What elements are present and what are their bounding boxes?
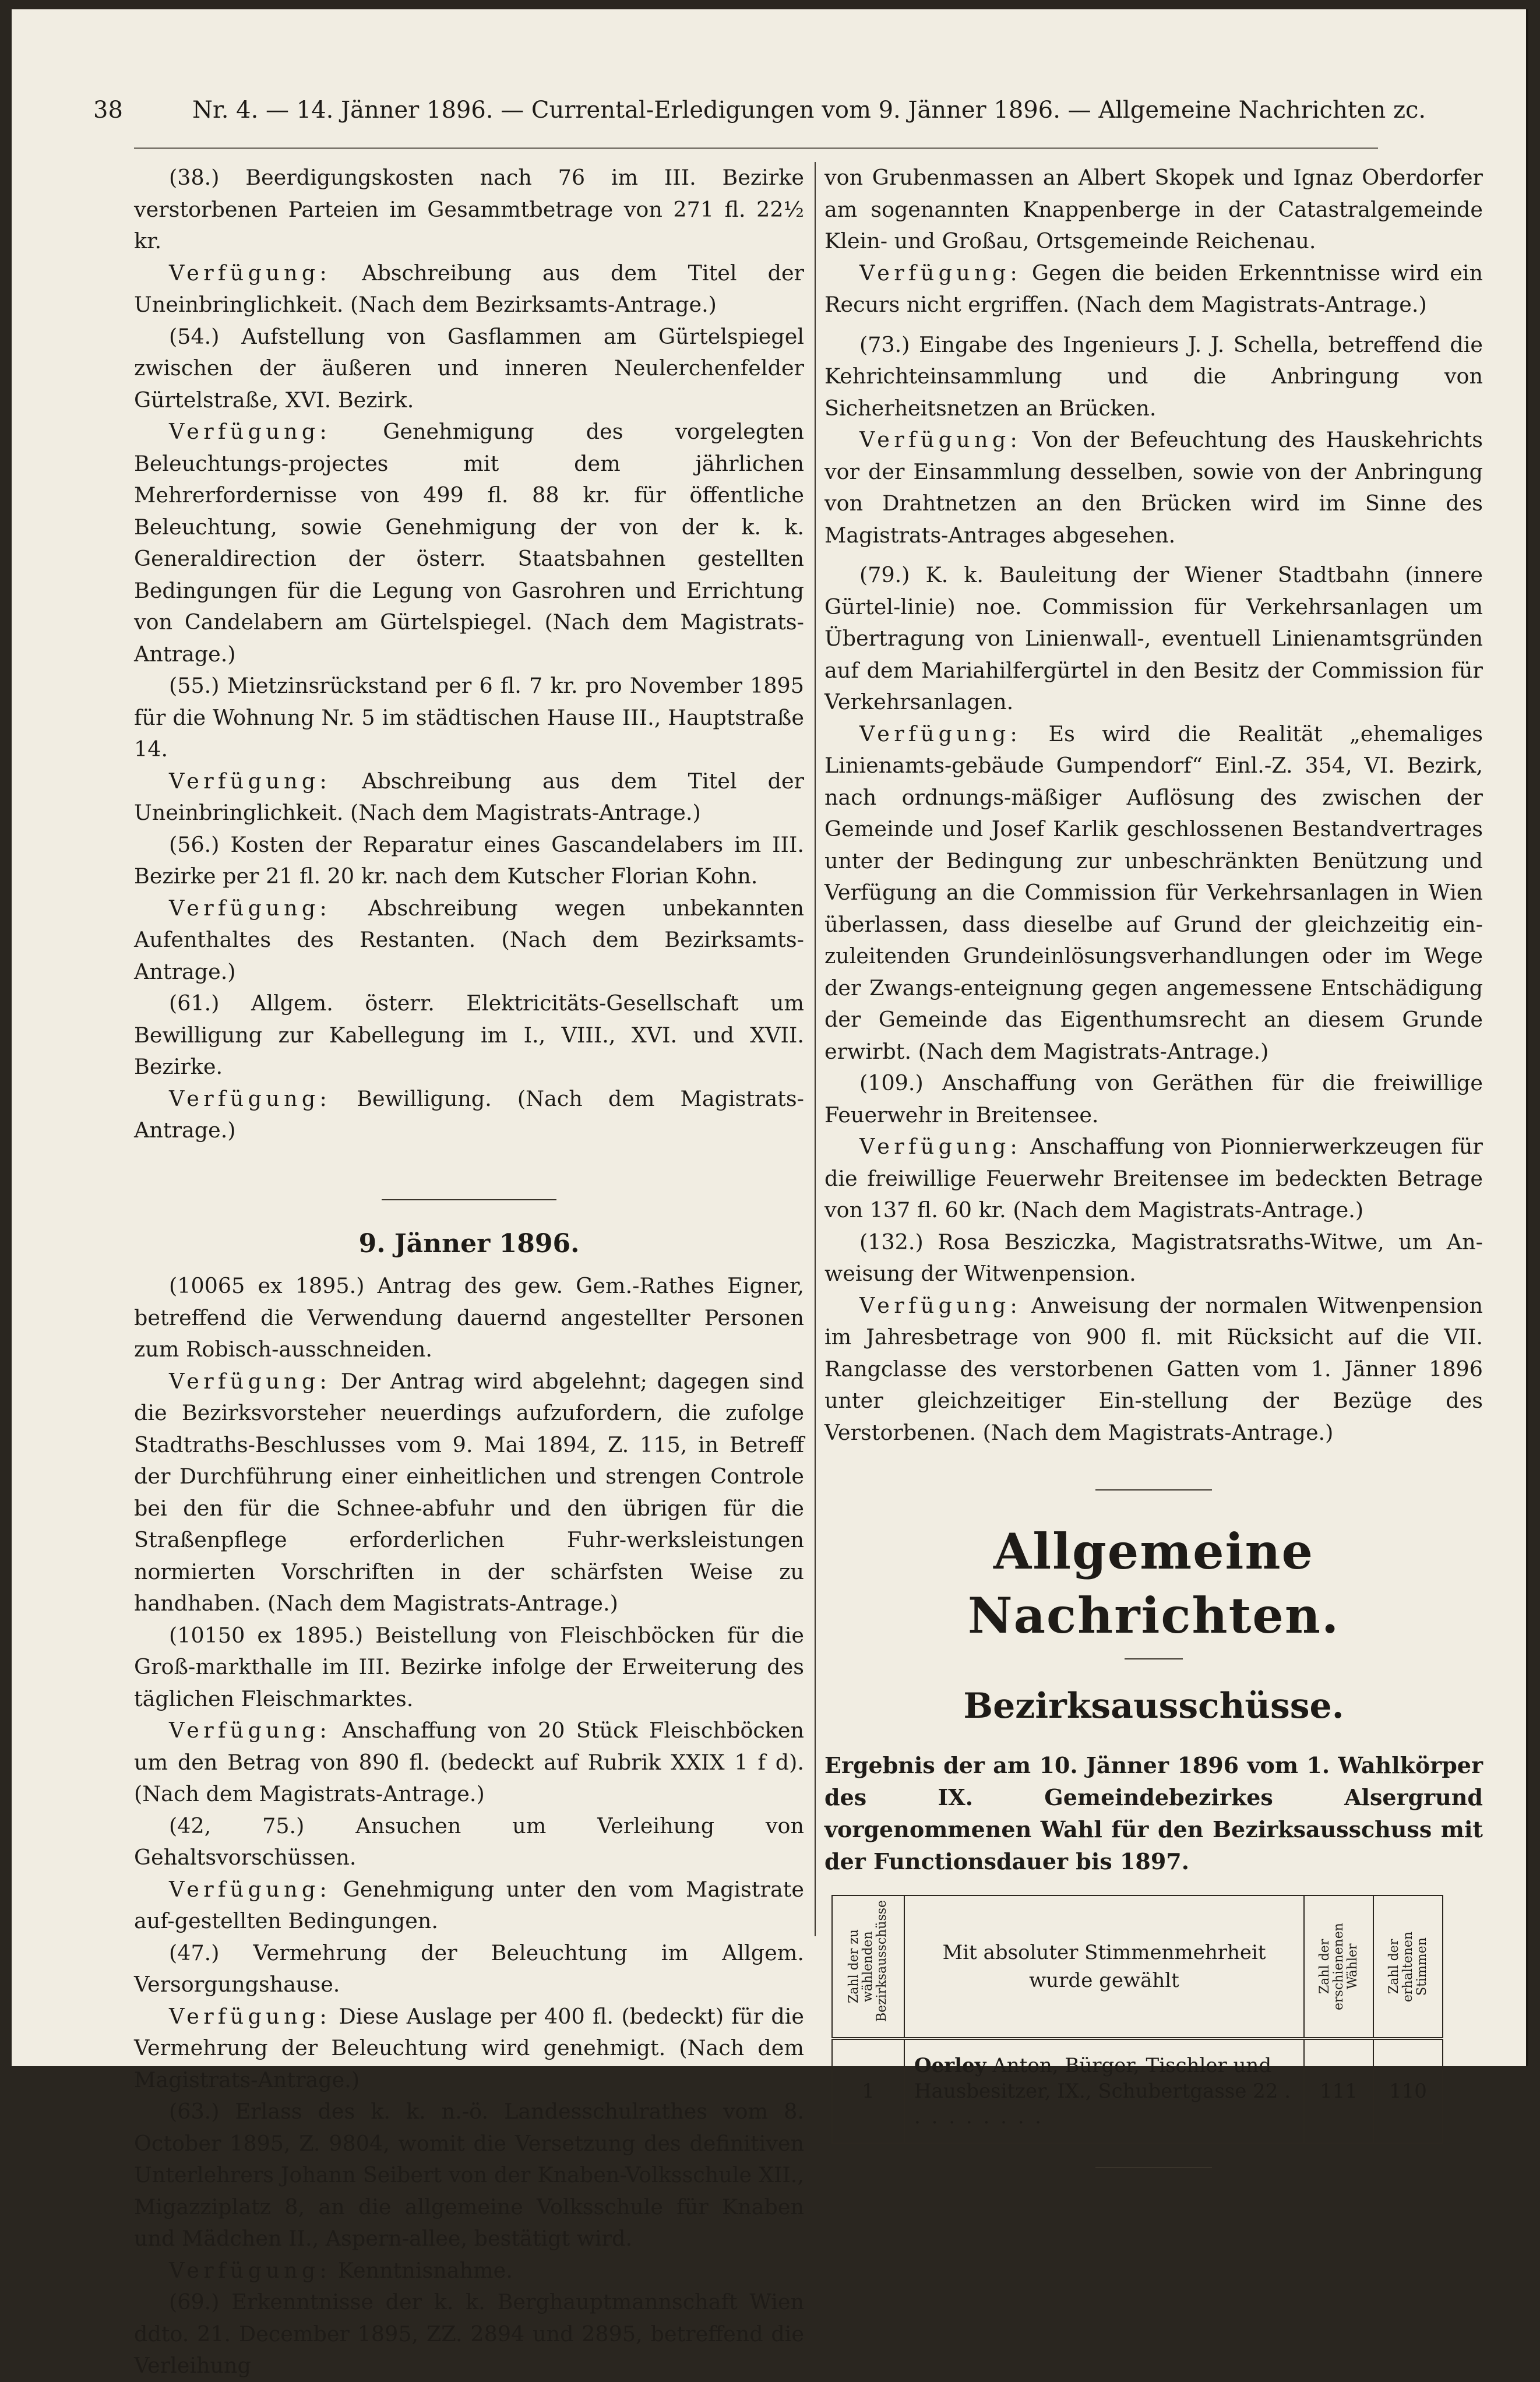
verfuegung-text: Der Antrag wird abgelehnt; dagegen sind die Bezirksvorsteher neuerdings aufzufordern, die zufolge Stadtraths-Beschlusses vom 9. Mai 1894, Z. 115, in Betreff der Durchführung einer einheitlichen und strengen Controle bei den für die Schnee-abfuhr und den übrigen für die Straßenpflege erforderlichen Fuhr-werksleistungen normierten Vorschriften in der schärfsten Weise zu handhaben. (Nach dem Magistrats-Antrage.) [134, 1368, 804, 1616]
cell-votes: 110 [1373, 2039, 1443, 2144]
verfuegung-text: Anschaffung von Pionnierwerkzeugen für die freiwillige Feuerwehr Breitensee im bedeckten Betrage von 137 fl. 60 kr. (Nach dem Magistrats-Antrage.) [824, 1134, 1483, 1222]
verfuegung-label: Verfügung: [859, 1292, 1022, 1318]
verfuegung-paragraph [824, 258, 1483, 321]
verfuegung-paragraph [134, 2255, 804, 2287]
verfuegung-paragraph [824, 424, 1483, 551]
header-elected [904, 1895, 1304, 2039]
verfuegung-text: Abschreibung aus dem Titel der Uneinbringlichkeit. (Nach dem Bezirksamts-Antrage.) [134, 260, 804, 317]
header-votes-label: Zahl der erhaltenen Stimmen [1386, 1931, 1429, 2002]
verfuegung-text: Anweisung der normalen Witwenpension im Jahresbetrage von 900 fl. mit Rücksicht auf die VII. Rangclasse des verstorbenen Gatten vom 1. Jänner 1896 unter gleichzeitiger Ein-stellung der Bezüge des Verstorbenen. (Nach dem Magistrats-Antrage.) [824, 1292, 1483, 1445]
verfuegung-paragraph [134, 1366, 804, 1620]
verfuegung-label: Verfügung: [859, 260, 1022, 286]
entry-paragraph: (42, 75.) Ansuchen um Verleihung von Gehaltsvorschüssen. [134, 1813, 804, 1870]
verfuegung-paragraph [134, 2001, 804, 2096]
closing-rule [1095, 2167, 1212, 2168]
entry-paragraph: (55.) Mietzinsrückstand per 6 fl. 7 kr. pro November 1895 für die Wohnung Nr. 5 im städtischen Hause III., Hauptstraße 14. [134, 673, 804, 762]
election-intro: Ergebnis der am 10. Jänner 1896 vom 1. Wahlkörper des IX. Gemeindebezirkes Alsergrund vorgenommenen Wahl für den Bezirksausschuss mit der Functionsdauer bis 1897. [824, 1752, 1483, 1874]
entry-paragraph: (132.) Rosa Besziczka, Magistratsraths-Witwe, um An-weisung der Witwenpension. [824, 1229, 1483, 1286]
running-header [93, 97, 1426, 124]
entry-paragraph: (38.) Beerdigungskosten nach 76 im III. Bezirke verstorbenen Parteien im Gesammtbetrage von 271 fl. 22½ kr. [134, 165, 804, 253]
verfuegung-paragraph [134, 1874, 804, 1937]
verfuegung-paragraph [134, 1083, 804, 1147]
left-column [134, 162, 804, 2382]
header-rule [134, 141, 1378, 149]
column-divider [815, 162, 816, 1936]
verfuegung-text: Genehmigung unter den vom Magistrate auf-gestellten Bedingungen. [134, 1876, 804, 1933]
verfuegung-paragraph [824, 1131, 1483, 1227]
entry-paragraph: (79.) K. k. Bauleitung der Wiener Stadtbahn (innere Gürtel-linie) noe. Commission für Verkehrsanlagen um Übertragung von Linienwall-, eventuell Linienamtsgründen auf dem Mariahilfergürtel in den Besitz der Commission für Verkehrsanlagen. [824, 562, 1483, 714]
verfuegung-text: Kenntnisnahme. [331, 2257, 513, 2283]
newspaper-page [12, 9, 1528, 2378]
cell-voters: 111 [1304, 2039, 1373, 2144]
verfuegung-paragraph [134, 893, 804, 988]
entry-paragraph: (56.) Kosten der Reparatur eines Gascandelabers im III. Bezirke per 21 fl. 20 kr. nach dem Kutscher Florian Kohn. [134, 831, 804, 889]
verfuegung-label: Verfügung: [169, 2003, 332, 2029]
verfuegung-paragraph [824, 1290, 1483, 1449]
verfuegung-label: Verfügung: [169, 419, 332, 444]
verfuegung-paragraph [824, 718, 1483, 1068]
verfuegung-text: Es wird die Realität „ehemaliges Linienamts-gebäude Gumpendorf“ Einl.-Z. 354, VI. Bezirk, nach ordnungs-mäßiger Auflösung des zwischen der Gemeinde und Josef Karlik geschlossenen Bestandvertrages unter der Bedingung zur unbeschränkten Benützung und Verfügung an die Commission für Verkehrsanlagen in Wien überlassen, dass dieselbe auf Grund der gleichzeitig ein-zuleitenden Grundeinlösungsverhandlungen oder im Wege der Zwangs-enteignung gegen angemessene Entschädigung der Gemeinde das Eigenthumsrecht an diesem Grunde erwirbt. (Nach dem Magistrats-Antrage.) [824, 721, 1483, 1064]
verfuegung-text: Genehmigung des vorgelegten Beleuchtungs-projectes mit dem jährlichen Mehrerfordernisse von 499 fl. 88 kr. für öffentliche Beleuchtung, sowie Genehmigung der von der k. k. Generaldirection der österr. Staatsbahnen gestellten Bedingungen für die Legung von Gasrohren und Errichtung von Candelabern am Gürtelspiegel. (Nach dem Magistrats-Antrage.) [134, 419, 804, 667]
entry-paragraph: (10065 ex 1895.) Antrag des gew. Gem.-Rathes Eigner, betreffend die Verwendung dauernd angestellter Personen zum Robisch-ausschneiden. [134, 1273, 804, 1362]
verfuegung-text: Gegen die beiden Erkenntnisse wird ein Recurs nicht ergriffen. (Nach dem Magistrats-Antrage.) [824, 260, 1483, 317]
subsection-title: Bezirksausschüsse. [963, 1686, 1344, 1726]
verfuegung-label: Verfügung: [859, 1134, 1022, 1159]
verfuegung-label: Verfügung: [169, 1086, 332, 1111]
entry-paragraph: (47.) Vermehrung der Beleuchtung im Allgem. Versorgungshause. [134, 1940, 804, 1997]
right-column [824, 162, 1483, 2168]
leader-dots: . . . . . . . . . [914, 2080, 1294, 2129]
verfuegung-label: Verfügung: [169, 1876, 332, 1902]
verfuegung-label: Verfügung: [169, 2257, 332, 2283]
entry-paragraph: von Grubenmassen an Albert Skopek und Ignaz Oberdorfer am sogenannten Knappenberge in der Catastralgemeinde Klein- und Großau, Ortsgemeinde Reichenau. [824, 165, 1483, 253]
section-rule [1095, 1489, 1212, 1490]
verfuegung-label: Verfügung: [859, 427, 1022, 452]
verfuegung-paragraph [134, 258, 804, 321]
title-rule [1125, 1658, 1183, 1659]
verfuegung-label: Verfügung: [169, 1718, 332, 1743]
date-heading: 9. Jänner 1896. [358, 1228, 580, 1259]
verfuegung-label: Verfügung: [859, 721, 1022, 746]
header-voters [1304, 1895, 1373, 2039]
verfuegung-paragraph [134, 766, 804, 829]
verfuegung-label: Verfügung: [169, 895, 332, 921]
header-voters-label: Zahl der erschienenen Wähler [1317, 1923, 1360, 2010]
election-results-table [831, 1895, 1443, 2144]
verfuegung-text: Anschaffung von 20 Stück Fleischböcken um den Betrag von 890 fl. (bedeckt auf Rubrik XXIX 1 f d). (Nach dem Magistrats-Antrage.) [134, 1718, 804, 1806]
header-votes [1373, 1895, 1443, 2039]
verfuegung-label: Verfügung: [169, 260, 332, 286]
section-title: Allgemeine Nachrichten. [967, 1523, 1340, 1644]
header-elected-label: Mit absoluter Stimmenmehrheit wurde gewählt [942, 1941, 1266, 1992]
verfuegung-text: Abschreibung wegen unbekannten Aufenthaltes des Restanten. (Nach dem Bezirksamts-Antrage.) [134, 895, 804, 984]
page-number: 38 [93, 97, 123, 124]
verfuegung-paragraph [134, 1715, 804, 1810]
section-rule [382, 1199, 556, 1200]
verfuegung-text: Diese Auslage per 400 fl. (bedeckt) für die Vermehrung der Beleuchtung wird genehmigt. (Nach dem Magistrats-Antrage.) [134, 2003, 804, 2092]
running-title: Nr. 4. — 14. Jänner 1896. — Currental-Erledigungen vom 9. Jänner 1896. — Allgemeine Nachrichten zc. [192, 97, 1426, 124]
elected-surname: Oerley [914, 2054, 986, 2077]
table-row [832, 2039, 1443, 2144]
table-header-row [832, 1895, 1443, 2039]
header-count-label: Zahl der zu wählenden Bezirksausschüsse [847, 1900, 889, 2022]
verfuegung-label: Verfügung: [169, 1368, 332, 1394]
verfuegung-label: Verfügung: [169, 768, 332, 794]
entry-paragraph: (63.) Erlass des k. k. n.-ö. Landesschulrathes vom 8. October 1895, Z. 9804, womit die Versetzung des definitiven Unterlehrers Johann Seibert von der Knaben-Volksschule XII., Migazziplatz 8, an die allgemeine Volksschule für Knaben und Mädchen II., Aspern-allee, bestätigt wird. [134, 2099, 804, 2251]
entry-paragraph: (109.) Anschaffung von Geräthen für die freiwillige Feuerwehr in Breitensee. [824, 1070, 1483, 1127]
verfuegung-paragraph [134, 416, 804, 670]
elected-details: Anton, Bürger, Tischler und Hausbesitzer, IX., Schubertgasse 22 [914, 2054, 1278, 2103]
entry-paragraph: (10150 ex 1895.) Beistellung von Fleischböcken für die Groß-markthalle im III. Bezirke infolge der Erweiterung des täglichen Fleischmarktes. [134, 1622, 804, 1711]
entry-paragraph: (54.) Aufstellung von Gasflammen am Gürtelspiegel zwischen der äußeren und inneren Neulerchenfelder Gürtelstraße, XVI. Bezirk. [134, 323, 804, 413]
verfuegung-text: Von der Befeuchtung des Hauskehrichts vor der Einsammlung desselben, sowie von der Anbringung von Drahtnetzen an den Brücken wird im Sinne des Magistrats-Antrages abgesehen. [824, 427, 1483, 548]
header-count [832, 1895, 904, 2039]
entry-paragraph: (69.) Erkenntnisse der k. k. Berghauptmannschaft Wien ddto. 21. December 1895, ZZ. 2894 und 2895, betreffend die Verleihung [134, 2289, 804, 2378]
verfuegung-text: Abschreibung aus dem Titel der Uneinbringlichkeit. (Nach dem Magistrats-Antrage.) [134, 768, 804, 825]
cell-elected [904, 2039, 1304, 2144]
cell-count: 1 [832, 2039, 904, 2144]
entry-paragraph: (73.) Eingabe des Ingenieurs J. J. Schella, betreffend die Kehrichteinsammlung und die Anbringung von Sicherheitsnetzen an Brücken. [824, 332, 1483, 421]
verfuegung-text: Bewilligung. (Nach dem Magistrats-Antrage.) [134, 1086, 804, 1143]
entry-paragraph: (61.) Allgem. österr. Elektricitäts-Gesellschaft um Bewilligung zur Kabellegung im I., VIII., XVI. und XVII. Bezirke. [134, 991, 804, 1079]
